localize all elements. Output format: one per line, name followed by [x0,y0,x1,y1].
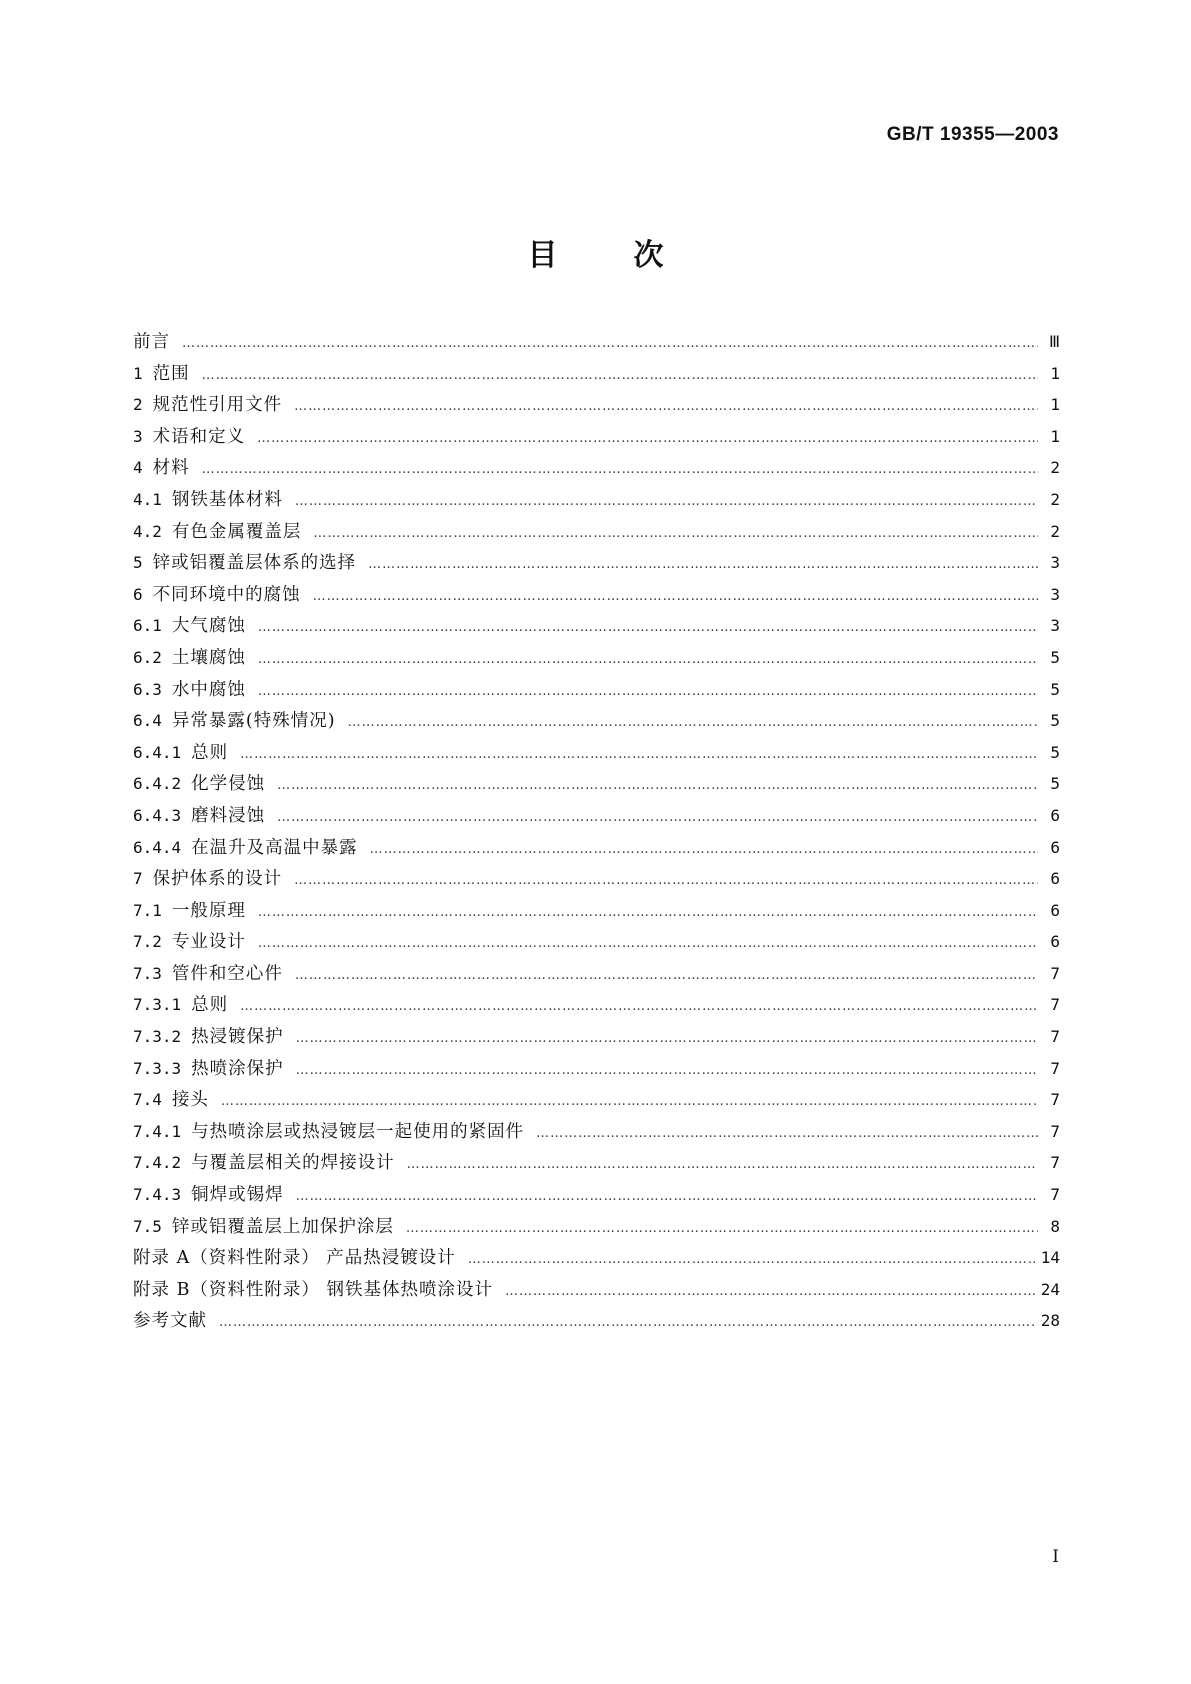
toc-entry[interactable] [133,581,1060,613]
toc-page-number: 7 [1050,963,1060,983]
toc-entry-label: 范围 [152,363,190,384]
toc-entry[interactable] [133,739,1060,771]
toc-entry[interactable] [133,1086,1060,1118]
toc-page-number: 5 [1050,742,1060,762]
toc-dot-leader [407,1157,1038,1172]
toc-dot-leader [370,842,1038,857]
toc-page-number: 2 [1050,458,1060,478]
toc-page-number: 1 [1050,363,1060,383]
page-number: I [1052,1547,1059,1567]
toc-entry[interactable] [133,928,1060,960]
toc-page-number: 1 [1050,395,1060,415]
page-title [0,230,1191,274]
toc-entry-label: 保护体系的设计 [152,869,283,890]
toc-dot-leader [536,1126,1038,1141]
toc-page-number: 7 [1050,1027,1060,1047]
toc-section-number: 3 [133,426,143,446]
toc-entry-label: 与覆盖层相关的焊接设计 [191,1153,395,1174]
toc-entry[interactable] [133,391,1060,423]
toc-entry-label: 铜焊或锡焊 [191,1185,284,1206]
toc-section-number: 6.1 [133,616,162,636]
toc-section-number: 4.2 [133,521,162,541]
toc-dot-leader [294,399,1038,414]
toc-dot-leader [202,368,1038,383]
toc-page-number: 5 [1050,711,1060,731]
toc-page-number: 3 [1050,584,1060,604]
toc-page-number: 8 [1050,1216,1060,1236]
toc-dot-leader [257,431,1038,446]
toc-entry[interactable] [133,549,1060,581]
toc-entry[interactable] [133,834,1060,866]
toc-page-number: 6 [1050,869,1060,889]
toc-entry[interactable] [133,707,1060,739]
title-char-1: 目 [527,238,558,273]
toc-entry[interactable] [133,612,1060,644]
toc-section-number: 7.4.2 [133,1153,182,1173]
toc-entry[interactable] [133,360,1060,392]
toc-entry-label: 专业设计 [171,932,246,953]
toc-section-number: 7.4.1 [133,1121,182,1141]
toc-entry[interactable] [133,1244,1060,1276]
standard-number: GB/T 19355—2003 [886,124,1059,145]
toc-dot-leader [219,1315,1035,1330]
toc-section-number: 2 [133,395,143,415]
toc-entry-label: 术语和定义 [152,426,246,447]
toc-entry[interactable] [133,1307,1060,1339]
toc-page-number: 24 [1040,1279,1060,1299]
toc-section-number: 4.1 [133,489,162,509]
toc-entry[interactable] [133,328,1060,360]
toc-page-number: 2 [1050,489,1060,509]
toc-dot-leader [221,1094,1038,1109]
toc-page-number: 2 [1050,521,1060,541]
toc-entry[interactable] [133,770,1060,802]
toc-page-number: 3 [1050,553,1060,573]
toc-entry-label: 附录 A（资料性附录） 产品热浸镀设计 [133,1248,456,1269]
toc-dot-leader [202,462,1038,477]
toc-section-number: 6.3 [133,679,162,699]
toc-dot-leader [313,526,1038,541]
toc-entry[interactable] [133,865,1060,897]
toc-entry-label: 热喷涂保护 [191,1058,284,1079]
toc-entry-label: 磨料浸蚀 [191,805,266,826]
toc-section-number: 7.4.3 [133,1185,182,1205]
toc-entry-label: 总则 [191,995,229,1016]
toc-entry-label: 在温升及高温中暴露 [191,837,358,858]
toc-dot-leader [258,905,1038,920]
toc-dot-leader [296,1063,1038,1078]
toc-entry-label: 热浸镀保护 [191,1027,284,1048]
toc-entry-label: 土壤腐蚀 [171,647,246,668]
toc-page-number: 5 [1050,679,1060,699]
toc-dot-leader [295,494,1038,509]
toc-entry-label: 大气腐蚀 [171,616,246,637]
toc-dot-leader [258,936,1038,951]
toc-section-number: 7.4 [133,1090,162,1110]
toc-section-number: 1 [133,363,143,383]
toc-dot-leader [296,1189,1038,1204]
toc-dot-leader [348,715,1038,730]
toc-section-number: 7.2 [133,932,162,952]
toc-section-number: 4 [133,458,143,478]
toc-dot-leader [240,999,1038,1014]
toc-dot-leader [406,1221,1038,1236]
toc-entry[interactable] [133,423,1060,455]
toc-entry[interactable] [133,486,1060,518]
toc-entry-label: 规范性引用文件 [152,395,283,416]
toc-section-number: 6.4.3 [133,805,182,825]
toc-page-number: 3 [1050,616,1060,636]
toc-page-number: 7 [1050,1090,1060,1110]
toc-section-number: 6 [133,584,143,604]
toc-section-number: 7.3 [133,963,162,983]
toc-entry[interactable] [133,1118,1060,1150]
toc-entry[interactable] [133,960,1060,992]
toc-dot-leader [295,968,1038,983]
toc-page-number: 5 [1050,647,1060,667]
toc-entry[interactable] [133,676,1060,708]
toc-dot-leader [240,747,1038,762]
toc-section-number: 6.2 [133,647,162,667]
toc-section-number: 6.4.2 [133,774,182,794]
toc-page-number: 6 [1050,900,1060,920]
toc-page-number: 7 [1050,995,1060,1015]
toc-dot-leader [258,652,1038,667]
toc-section-number: 7.1 [133,900,162,920]
toc-dot-leader [313,589,1038,604]
toc-entry[interactable] [133,991,1060,1023]
toc-entry[interactable] [133,897,1060,929]
toc-dot-leader [182,336,1038,351]
table-of-contents [133,328,1060,1339]
toc-entry-label: 附录 B（资料性附录） 钢铁基体热喷涂设计 [133,1279,493,1300]
toc-entry-label: 有色金属覆盖层 [171,521,302,542]
toc-entry-label: 钢铁基体材料 [171,489,283,510]
toc-dot-leader [277,778,1038,793]
toc-entry-label: 接头 [171,1090,209,1111]
toc-page-number: 7 [1050,1185,1060,1205]
toc-section-number: 5 [133,553,143,573]
toc-dot-leader [505,1284,1035,1299]
toc-page-number: 7 [1050,1153,1060,1173]
toc-section-number: 6.4.4 [133,837,182,857]
toc-page-number: 7 [1050,1121,1060,1141]
toc-entry[interactable] [133,802,1060,834]
toc-entry-label: 前言 [133,332,170,352]
toc-dot-leader [258,684,1038,699]
toc-page-number: 6 [1050,805,1060,825]
toc-entry[interactable] [133,1149,1060,1181]
title-char-2: 次 [633,238,664,273]
toc-entry[interactable] [133,1023,1060,1055]
toc-section-number: 7.3.2 [133,1027,182,1047]
toc-dot-leader [294,873,1038,888]
toc-section-number: 6.4.1 [133,742,182,762]
toc-entry-label: 总则 [191,742,229,763]
toc-page-number: 1 [1050,426,1060,446]
toc-entry-label: 不同环境中的腐蚀 [152,584,301,605]
toc-dot-leader [296,1031,1038,1046]
toc-entry-label: 材料 [152,458,190,479]
toc-entry[interactable] [133,1213,1060,1245]
toc-dot-leader [468,1252,1035,1267]
toc-entry-label: 一般原理 [171,900,246,921]
toc-page-number: 28 [1040,1311,1060,1331]
toc-dot-leader [258,620,1038,635]
toc-entry-label: 水中腐蚀 [171,679,246,700]
toc-entry-label: 锌或铝覆盖层上加保护涂层 [171,1216,394,1237]
toc-entry[interactable] [133,518,1060,550]
toc-entry[interactable] [133,1055,1060,1087]
toc-page-number: 7 [1050,1058,1060,1078]
toc-entry-label: 化学侵蚀 [191,774,266,795]
toc-entry-label: 异常暴露(特殊情况) [171,711,336,732]
toc-page-number: Ⅲ [1048,332,1060,351]
toc-entry[interactable] [133,1276,1060,1308]
toc-entry-label: 管件和空心件 [171,963,283,984]
toc-page-number: 6 [1050,837,1060,857]
toc-entry[interactable] [133,644,1060,676]
toc-page-number: 14 [1040,1248,1060,1268]
toc-section-number: 7.5 [133,1216,162,1236]
toc-page-number: 5 [1050,774,1060,794]
toc-dot-leader [277,810,1038,825]
toc-entry-label: 参考文献 [133,1311,207,1332]
toc-entry-label: 锌或铝覆盖层体系的选择 [152,553,357,574]
toc-entry-label: 与热喷涂层或热浸镀层一起使用的紧固件 [191,1121,525,1142]
toc-entry[interactable] [133,454,1060,486]
toc-section-number: 7.3.1 [133,995,182,1015]
toc-section-number: 6.4 [133,711,162,731]
toc-section-number: 7 [133,869,143,889]
toc-entry[interactable] [133,1181,1060,1213]
toc-dot-leader [368,557,1038,572]
toc-section-number: 7.3.3 [133,1058,182,1078]
toc-page-number: 6 [1050,932,1060,952]
